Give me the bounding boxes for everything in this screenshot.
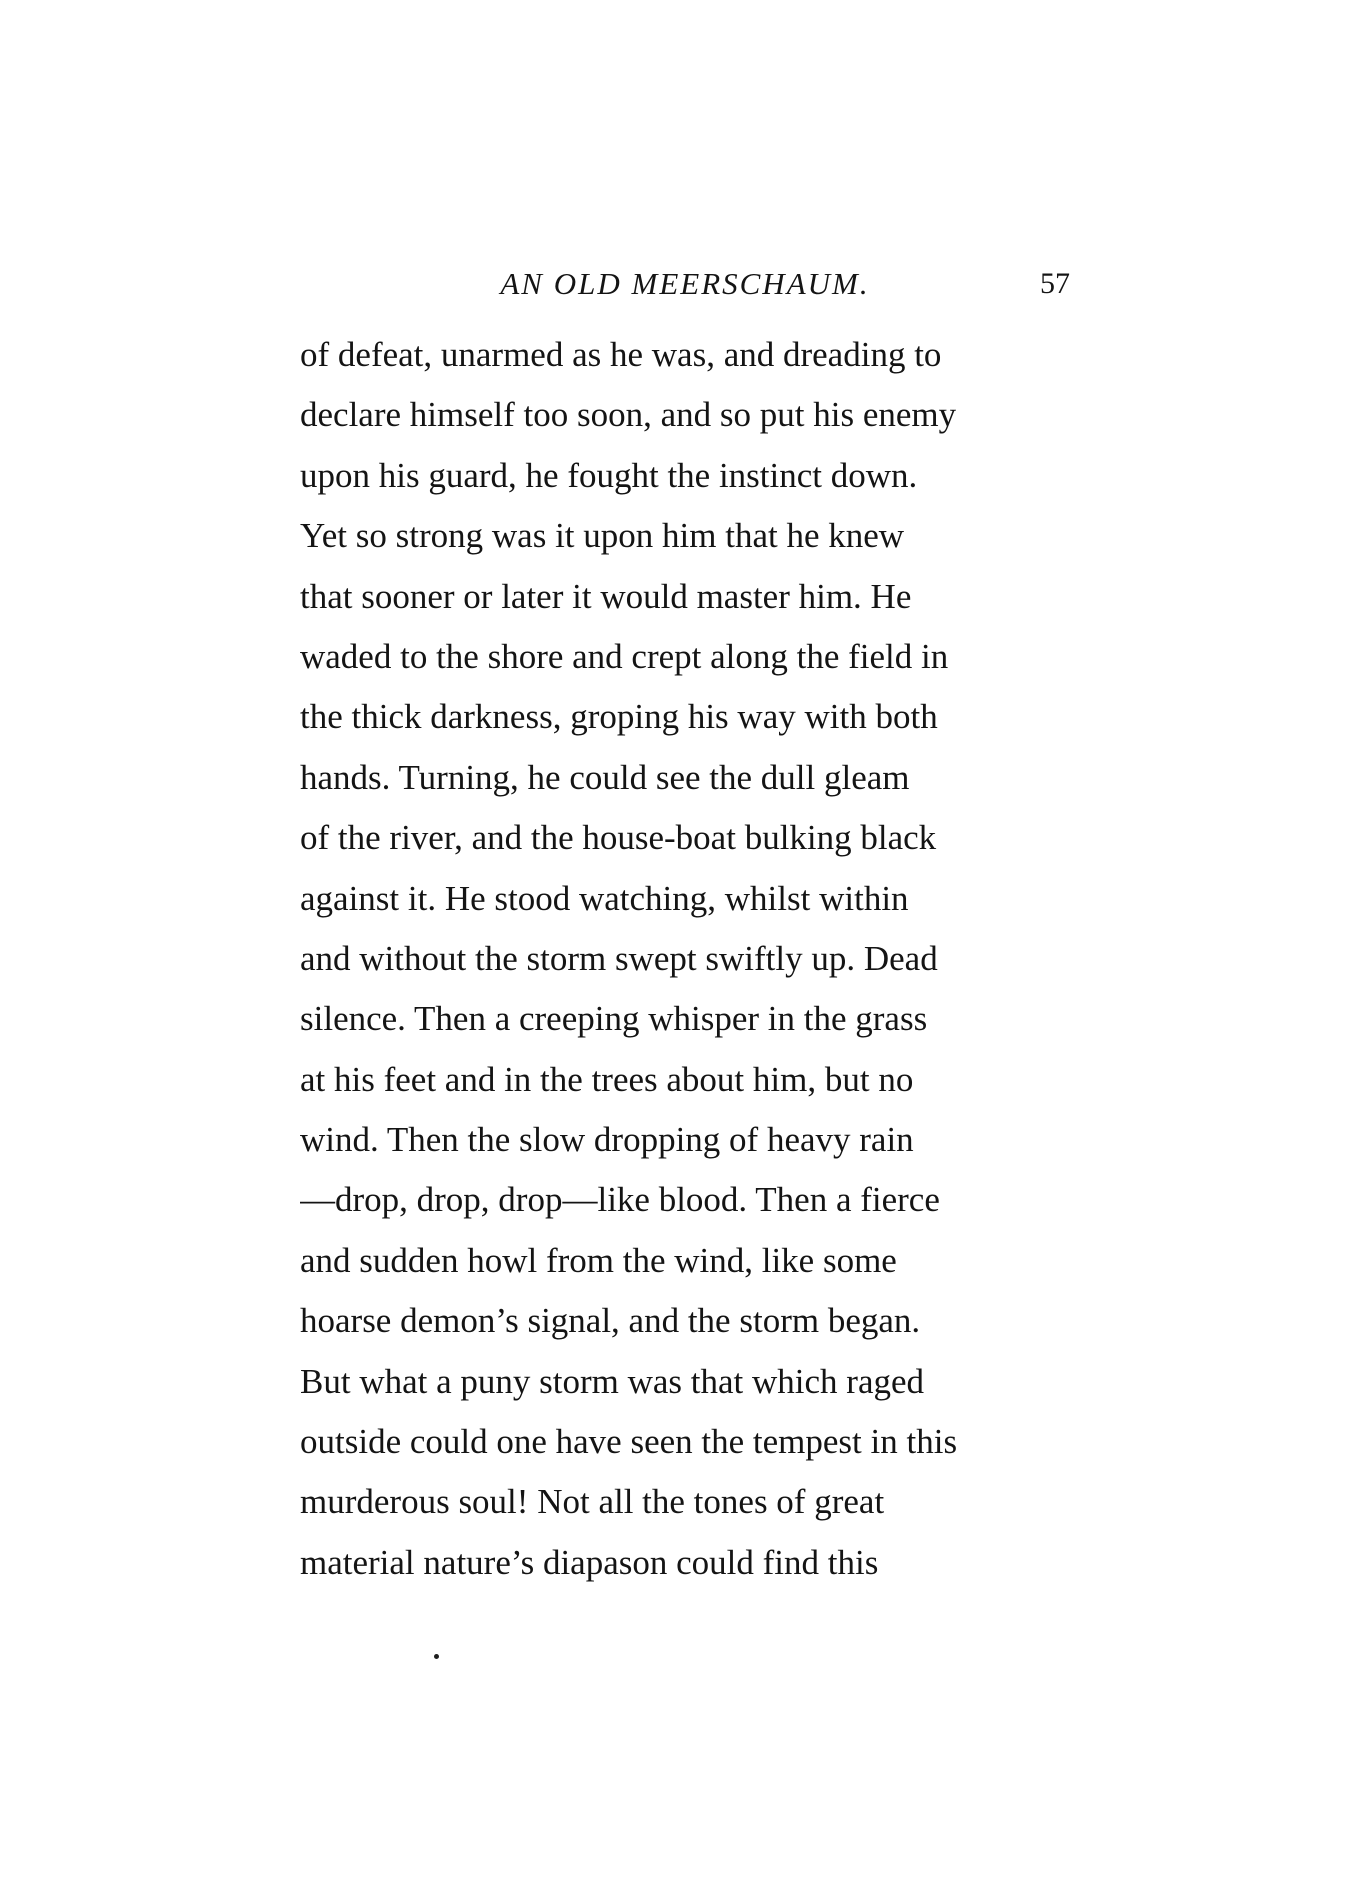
text-line: declare himself too soon, and so put his enemy: [300, 395, 957, 435]
text-line: outside could one have seen the tempest in this: [300, 1422, 958, 1462]
text-line: silence. Then a creeping whisper in the grass: [300, 999, 928, 1039]
text-line: and without the storm swept swiftly up. Dead: [300, 938, 938, 978]
text-line: at his feet and in the trees about him, but no: [300, 1059, 914, 1099]
text-line: and sudden howl from the wind, like some: [300, 1240, 897, 1280]
text-line: upon his guard, he fought the instinct down.: [300, 455, 918, 495]
text-line: that sooner or later it would master him. He: [300, 576, 912, 616]
text-line: murderous soul! Not all the tones of great: [300, 1482, 885, 1522]
body-text: [300, 325, 1070, 1593]
text-line: wind. Then the slow dropping of heavy rain: [300, 1120, 914, 1160]
text-line: material nature’s diapason could find this: [300, 1542, 879, 1582]
text-line: But what a puny storm was that which raged: [300, 1361, 925, 1401]
text-line: waded to the shore and crept along the field in: [300, 636, 949, 676]
text-line: the thick darkness, groping his way with both: [300, 697, 938, 737]
text-line: —drop, drop, drop—like blood. Then a fierce: [300, 1180, 940, 1220]
text-line: hoarse demon’s signal, and the storm began.: [300, 1301, 921, 1341]
text-line: of defeat, unarmed as he was, and dreading to: [300, 335, 942, 374]
text-line: against it. He stood watching, whilst within: [300, 878, 909, 918]
running-title: AN OLD MEERSCHAUM.: [500, 266, 870, 301]
text-line: Yet so strong was it upon him that he knew: [300, 516, 905, 556]
ink-speck: [434, 1654, 439, 1659]
running-head: [300, 258, 1070, 310]
page-number: 57: [1040, 267, 1070, 300]
text-line: of the river, and the house-boat bulking black: [300, 818, 937, 858]
text-line: hands. Turning, he could see the dull gleam: [300, 757, 910, 797]
